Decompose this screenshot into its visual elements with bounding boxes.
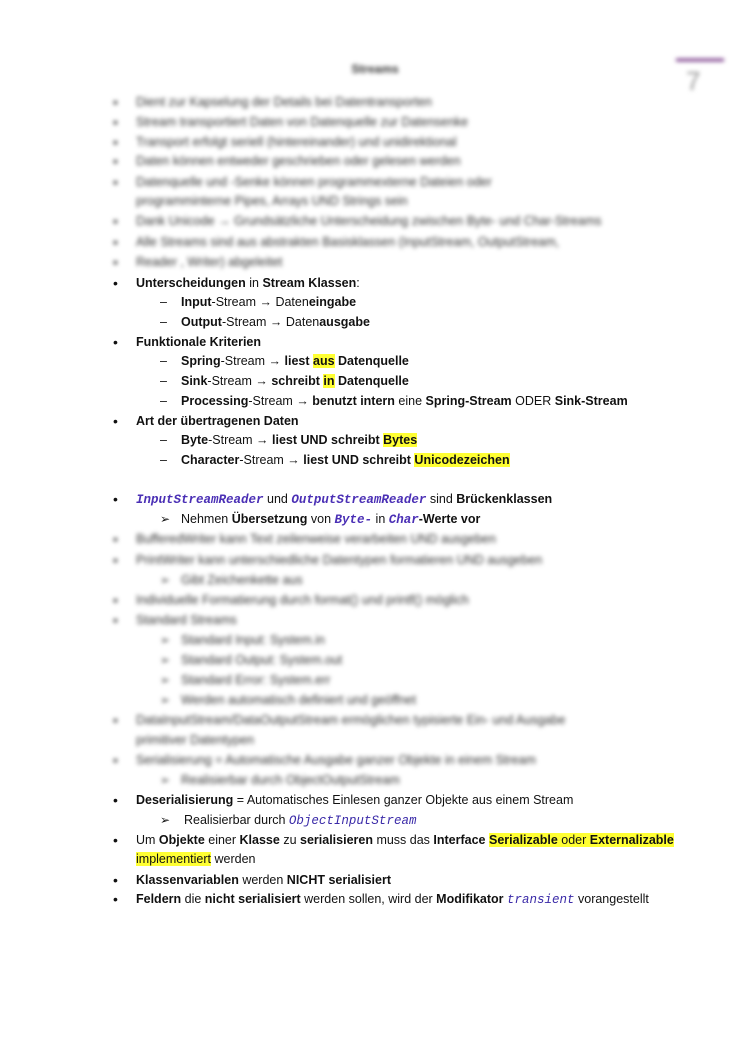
list-item: DataInputStream/DataOutputStream ermöglichen typisierte Ein- und Ausgabe [136,713,566,727]
list-item: PrintWriter kann unterschiedliche Datentypen formatieren UND ausgeben [136,553,543,567]
list-item: Standard Streams [136,613,237,627]
list-item: Standard Input: System.in [181,633,325,647]
list-item: Standard Output: System.out [181,653,343,667]
page-title: Streams [351,62,399,76]
list-item: Werden automatisch definiert und geöffnet [181,693,417,707]
list-item: Daten können entweder geschrieben oder gelesen werden [136,154,461,168]
list-item: Serialisierung = Automatische Ausgabe ganzer Objekte in einem Stream [136,753,536,767]
list-item: Dient zur Kapselung der Details bei Datentransporten [136,95,433,109]
list-item: Stream transportiert Daten von Datenquelle zur Datensenke [136,115,469,129]
svg-text:7: 7 [686,66,701,96]
list-item: Individuelle Formatierung durch format() und printf() möglich [136,593,469,607]
list-item: Standard Error: System.err [181,673,331,687]
list-item: Gibt Zeichenkette aus [181,573,303,587]
list-item: Realisierbar durch ObjectOutputStream [181,773,400,787]
list-item: primitiver Datentypen [136,733,255,747]
list-item: Datenquelle und -Senke können programmexterne Dateien oder [136,175,492,189]
list-item: Alle Streams sind aus abstrakten Basisklassen (InputStream, OutputStream, [136,235,560,249]
list-item: BufferedWriter kann Text zeilenweise verarbeiten UND ausgeben [136,532,496,546]
list-item: Transport erfolgt seriell (hintereinander) und unidirektional [136,135,457,149]
page-corner-mark [676,54,724,102]
list-item: programminterne Pipes, Arrays UND Strings sein [136,194,408,208]
list-item: Dank Unicode → Grundsätzliche Unterscheidung zwischen Byte- und Char-Streams [136,214,602,228]
list-item: Reader , Writer) abgeleitet [136,255,283,269]
